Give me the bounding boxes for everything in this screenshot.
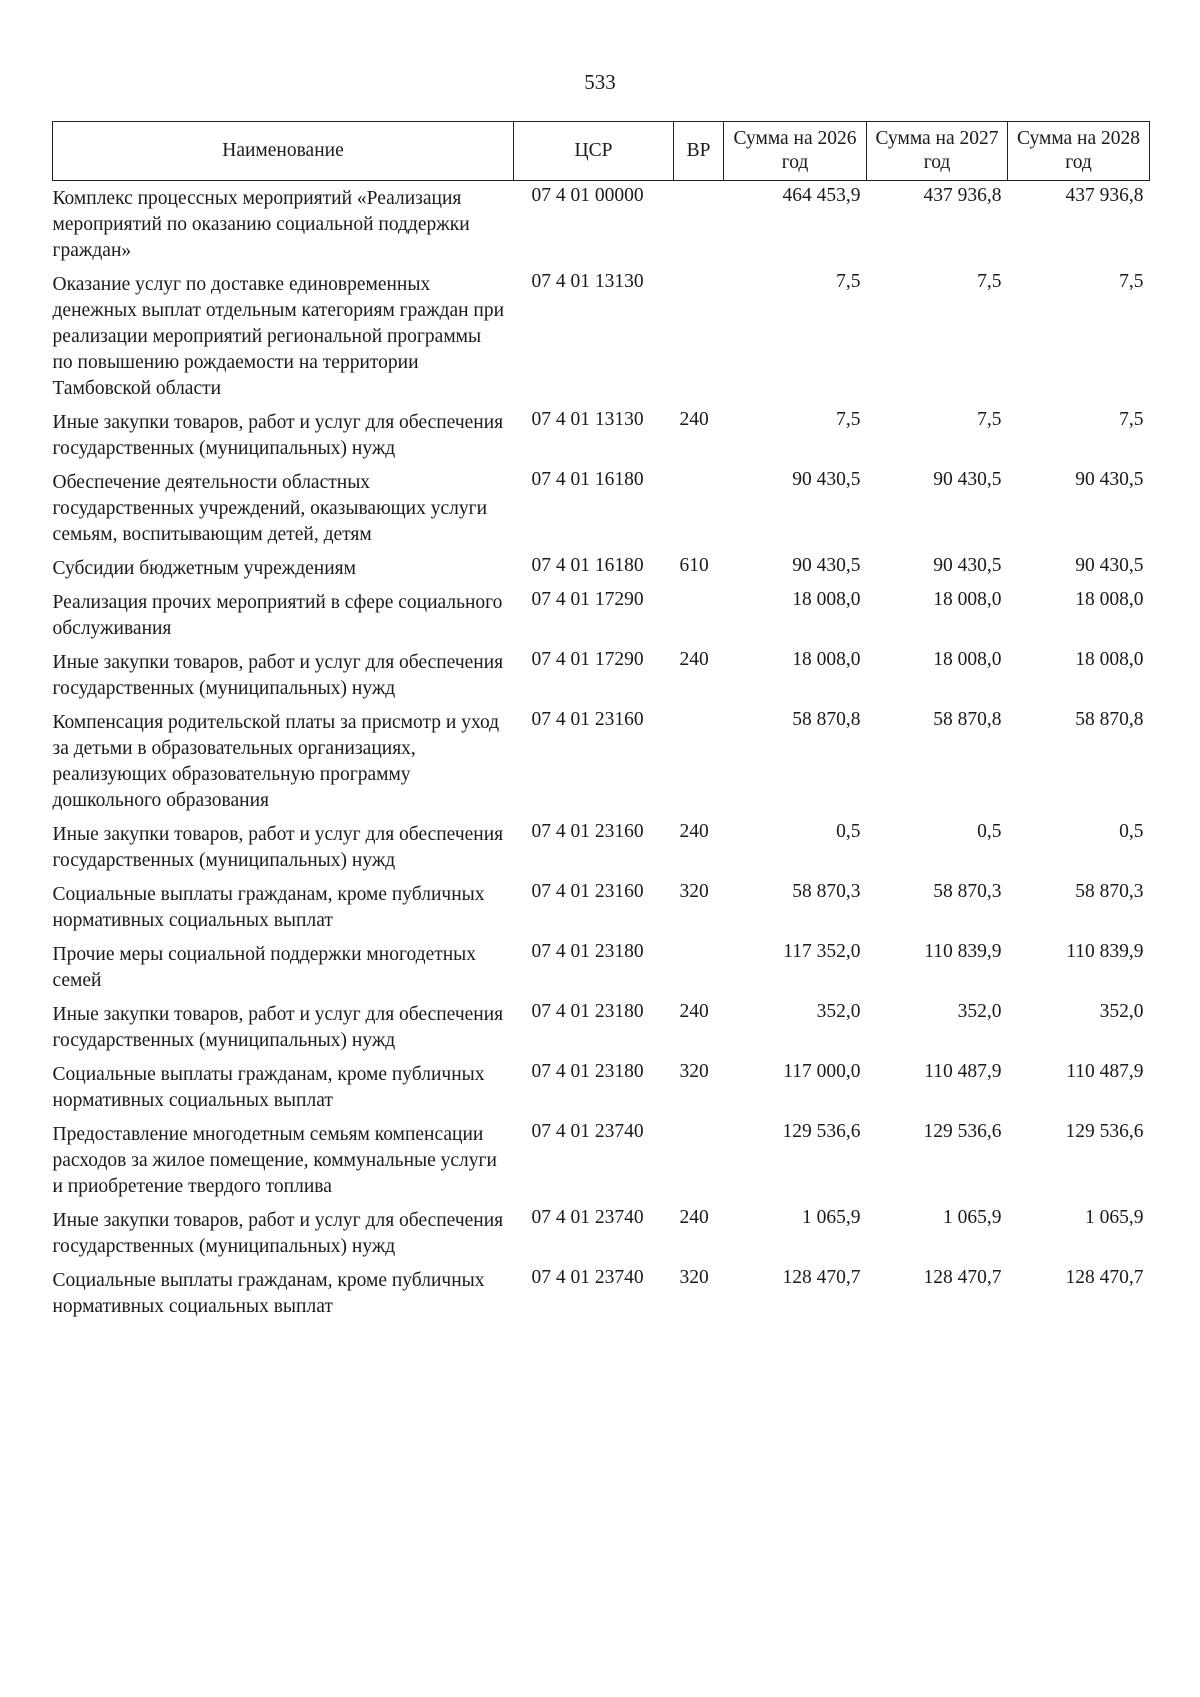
row-name: Оказание услуг по доставке единовременных денежных выплат отдельным категориям граждан при реализации мероприятий региональной программы по повышению рождаемости на территории Тамбовской области	[52, 274, 505, 399]
row-sum-2026: 129 536,6	[782, 1121, 861, 1142]
table-row	[53, 1203, 1150, 1263]
row-csr-code: 07 4 01 23740	[531, 1267, 644, 1288]
row-sum-2027: 58 870,3	[933, 881, 1002, 902]
row-sum-2026: 18 008,0	[792, 649, 861, 670]
table-row	[53, 551, 1150, 585]
row-sum-2028: 18 008,0	[1075, 649, 1144, 670]
row-sum-2028: 90 430,5	[1075, 555, 1144, 576]
row-sum-2028: 352,0	[1099, 1001, 1144, 1022]
row-sum-2027: 129 536,6	[923, 1121, 1002, 1142]
row-name: Иные закупки товаров, работ и услуг для обеспечения государственных (муниципальных) нужд	[52, 1210, 504, 1257]
row-vr-code: 320	[679, 1267, 709, 1288]
table-row	[53, 645, 1150, 705]
row-sum-2028: 129 536,6	[1065, 1121, 1144, 1142]
row-name: Предоставление многодетным семьям компенсации расходов за жилое помещение, коммунальные услуги и приобретение твердого топлива	[52, 1124, 497, 1197]
row-csr-code: 07 4 01 00000	[531, 185, 644, 206]
table-row	[53, 817, 1150, 877]
row-sum-2026: 117 352,0	[783, 941, 861, 962]
row-sum-2028: 18 008,0	[1075, 589, 1144, 610]
row-name: Субсидии бюджетным учреждениям	[52, 558, 356, 579]
row-sum-2026: 352,0	[816, 1001, 861, 1022]
row-sum-2026: 7,5	[836, 271, 861, 292]
row-sum-2028: 7,5	[1119, 409, 1144, 430]
row-csr-code: 07 4 01 23180	[531, 1061, 644, 1082]
row-sum-2026: 128 470,7	[782, 1267, 861, 1288]
table-row	[53, 705, 1150, 817]
row-name: Прочие меры социальной поддержки многодетных семей	[52, 944, 477, 991]
row-sum-2026: 0,5	[836, 821, 861, 842]
row-csr-code: 07 4 01 23160	[531, 881, 644, 902]
row-sum-2027: 1 065,9	[943, 1207, 1002, 1228]
row-sum-2026: 18 008,0	[792, 589, 861, 610]
row-vr-code	[674, 465, 724, 551]
row-sum-2027: 110 839,9	[924, 941, 1002, 962]
row-sum-2027: 437 936,8	[923, 185, 1002, 206]
table-row	[53, 937, 1150, 997]
header-name: Наименование	[53, 122, 514, 181]
budget-table	[52, 121, 1150, 1323]
row-name: Иные закупки товаров, работ и услуг для обеспечения государственных (муниципальных) нужд	[52, 652, 504, 699]
row-vr-code: 240	[679, 1207, 709, 1228]
row-name: Социальные выплаты гражданам, кроме публичных нормативных социальных выплат	[52, 1064, 485, 1111]
row-vr-code: 320	[679, 881, 709, 902]
row-sum-2027: 0,5	[977, 821, 1002, 842]
row-sum-2028: 110 839,9	[1066, 941, 1144, 962]
row-vr-code: 240	[679, 409, 709, 430]
row-name: Обеспечение деятельности областных государственных учреждений, оказывающих услуги семьям, воспитывающим детей, детям	[52, 472, 488, 545]
row-vr-code	[674, 937, 724, 997]
table-body	[53, 181, 1150, 1324]
row-sum-2027: 58 870,8	[933, 709, 1002, 730]
row-vr-code: 240	[679, 821, 709, 842]
row-vr-code: 610	[679, 555, 709, 576]
header-csr: ЦСР	[514, 122, 674, 181]
table-row	[53, 405, 1150, 465]
row-vr-code: 320	[679, 1061, 709, 1082]
page-number: 533	[584, 70, 616, 94]
header-sum-2028: Сумма на 2028 год	[1008, 122, 1150, 181]
row-sum-2026: 1 065,9	[802, 1207, 861, 1228]
row-sum-2028: 58 870,3	[1075, 881, 1144, 902]
row-csr-code: 07 4 01 23180	[531, 1001, 644, 1022]
table-row	[53, 997, 1150, 1057]
row-sum-2027: 90 430,5	[933, 469, 1002, 490]
row-sum-2028: 110 487,9	[1066, 1061, 1144, 1082]
row-csr-code: 07 4 01 23740	[531, 1207, 644, 1228]
row-name: Социальные выплаты гражданам, кроме публичных нормативных социальных выплат	[52, 884, 485, 931]
row-sum-2026: 464 453,9	[782, 185, 861, 206]
row-name: Комплекс процессных мероприятий «Реализация мероприятий по оказанию социальной поддержки граждан»	[52, 188, 470, 261]
row-sum-2026: 7,5	[836, 409, 861, 430]
row-csr-code: 07 4 01 13130	[531, 271, 644, 292]
row-vr-code	[674, 181, 724, 268]
table-header	[53, 122, 1150, 181]
row-name: Реализация прочих мероприятий в сфере социального обслуживания	[52, 592, 503, 639]
row-sum-2027: 7,5	[977, 409, 1002, 430]
header-sum-2027: Сумма на 2027 год	[867, 122, 1008, 181]
table-row	[53, 267, 1150, 405]
row-vr-code	[674, 705, 724, 817]
row-sum-2027: 18 008,0	[933, 649, 1002, 670]
row-sum-2027: 90 430,5	[933, 555, 1002, 576]
table-row	[53, 1057, 1150, 1117]
row-csr-code: 07 4 01 23160	[531, 709, 644, 730]
row-sum-2028: 7,5	[1119, 271, 1144, 292]
row-name: Компенсация родительской платы за присмотр и уход за детьми в образовательных организациях, реализующих образовательную программу дошкольного образования	[52, 712, 500, 811]
row-vr-code	[674, 585, 724, 645]
row-sum-2028: 128 470,7	[1065, 1267, 1144, 1288]
row-sum-2027: 7,5	[977, 271, 1002, 292]
row-sum-2027: 110 487,9	[924, 1061, 1002, 1082]
row-sum-2027: 18 008,0	[933, 589, 1002, 610]
row-vr-code	[674, 267, 724, 405]
table-row	[53, 1263, 1150, 1323]
row-csr-code: 07 4 01 17290	[531, 649, 644, 670]
row-name: Иные закупки товаров, работ и услуг для обеспечения государственных (муниципальных) нужд	[52, 824, 504, 871]
row-sum-2026: 58 870,8	[792, 709, 861, 730]
row-vr-code	[674, 1117, 724, 1203]
header-vr: ВР	[674, 122, 724, 181]
row-sum-2028: 0,5	[1119, 821, 1144, 842]
row-csr-code: 07 4 01 16180	[531, 555, 644, 576]
table-row	[53, 465, 1150, 551]
row-sum-2026: 90 430,5	[792, 555, 861, 576]
row-vr-code: 240	[679, 1001, 709, 1022]
row-sum-2028: 58 870,8	[1075, 709, 1144, 730]
row-name: Иные закупки товаров, работ и услуг для обеспечения государственных (муниципальных) нужд	[52, 412, 504, 459]
row-sum-2028: 90 430,5	[1075, 469, 1144, 490]
row-csr-code: 07 4 01 17290	[531, 589, 644, 610]
row-sum-2027: 128 470,7	[923, 1267, 1002, 1288]
row-sum-2026: 90 430,5	[792, 469, 861, 490]
header-sum-2026: Сумма на 2026 год	[724, 122, 867, 181]
row-csr-code: 07 4 01 23740	[531, 1121, 644, 1142]
row-csr-code: 07 4 01 16180	[531, 469, 644, 490]
row-sum-2028: 437 936,8	[1065, 185, 1144, 206]
table-row	[53, 877, 1150, 937]
row-name: Социальные выплаты гражданам, кроме публичных нормативных социальных выплат	[52, 1270, 485, 1317]
table-row	[53, 585, 1150, 645]
table-row	[53, 1117, 1150, 1203]
row-sum-2027: 352,0	[957, 1001, 1002, 1022]
row-name: Иные закупки товаров, работ и услуг для обеспечения государственных (муниципальных) нужд	[52, 1004, 504, 1051]
table-row	[53, 181, 1150, 268]
row-csr-code: 07 4 01 23160	[531, 821, 644, 842]
row-sum-2026: 58 870,3	[792, 881, 861, 902]
row-vr-code: 240	[679, 649, 709, 670]
row-sum-2028: 1 065,9	[1085, 1207, 1144, 1228]
row-sum-2026: 117 000,0	[783, 1061, 861, 1082]
row-csr-code: 07 4 01 23180	[531, 941, 644, 962]
row-csr-code: 07 4 01 13130	[531, 409, 644, 430]
